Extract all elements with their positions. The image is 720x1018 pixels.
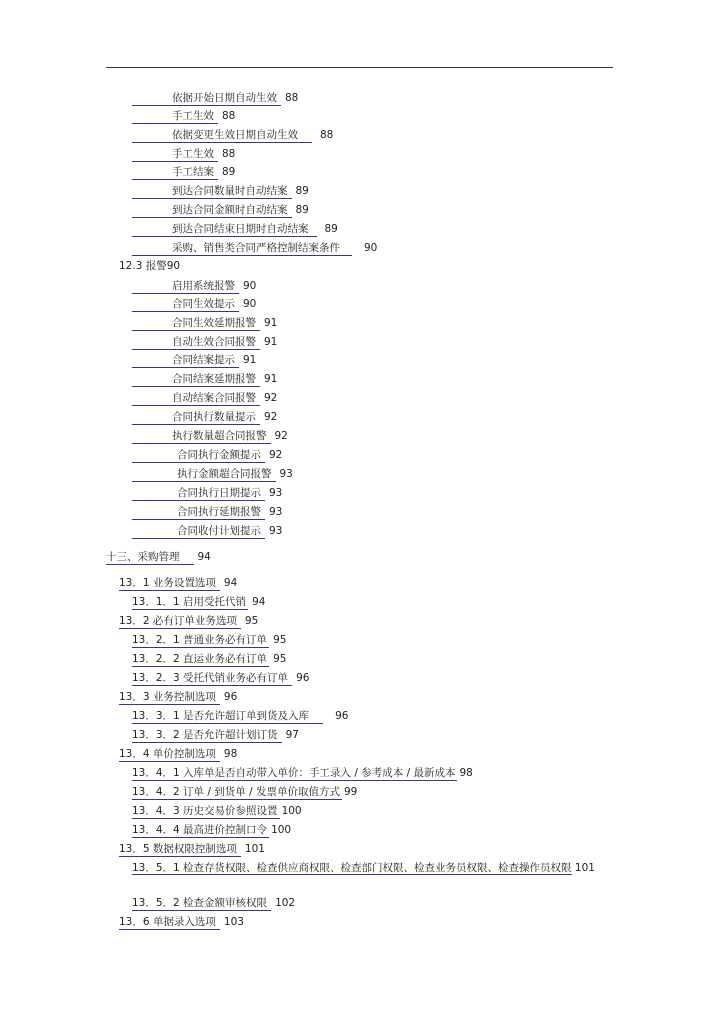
toc-entry-page: 93 [279, 468, 293, 480]
toc-entry-title: 合同执行延期报警 [132, 506, 265, 520]
toc-entry-page: 94 [197, 551, 211, 563]
toc-entry-title: 执行金额超合同报警 [132, 468, 276, 482]
toc-entry-page: 89 [295, 204, 309, 216]
toc-entry[interactable] [132, 506, 282, 519]
toc-entry-page: 88 [222, 148, 236, 160]
toc-entry[interactable] [132, 634, 286, 647]
toc-entry[interactable] [132, 129, 333, 142]
toc-entry-page: 88 [222, 110, 236, 122]
toc-entry[interactable] [132, 242, 377, 255]
toc-section[interactable] [119, 843, 265, 856]
toc-entry-page: 89 [295, 185, 309, 197]
toc-section[interactable] [119, 916, 244, 929]
toc-entry-title: 合同收付计划提示 [132, 525, 265, 539]
toc-entry-page: 90 [166, 260, 181, 272]
toc-entry-page: 96 [296, 672, 310, 684]
toc-entry-title: 13．4．3 历史交易价参照设置 [132, 805, 278, 817]
toc-section[interactable] [119, 260, 180, 273]
toc-entry[interactable] [132, 280, 256, 293]
toc-entry[interactable] [132, 204, 309, 217]
toc-entry-title: 自动结案合同报警 [132, 392, 260, 406]
toc-entry[interactable] [132, 449, 282, 462]
toc-entry-page: 100 [271, 824, 292, 836]
toc-entry-title: 自动生效合同报警 [132, 336, 260, 350]
toc-entry-title: 手工生效 [132, 110, 218, 124]
toc-entry-title: 合同执行数量提示 [132, 411, 260, 425]
toc-entry-title: 合同结案延期报警 [132, 373, 260, 387]
toc-entry[interactable] [132, 729, 299, 742]
toc-entry[interactable] [132, 148, 235, 161]
toc-entry-page: 101 [244, 843, 265, 855]
toc-entry-title: 合同执行金额提示 [132, 449, 265, 463]
toc-entry-page: 90 [243, 280, 257, 292]
toc-entry-page: 89 [324, 223, 338, 235]
toc-entry-title: 13．4．2 订单 / 到货单 / 发票单价取值方式 [132, 786, 340, 798]
toc-entry[interactable] [132, 786, 357, 799]
toc-entry-page: 95 [273, 653, 287, 665]
toc-entry-page: 93 [269, 525, 283, 537]
toc-entry-title: 到达合同金额时自动结案 [132, 204, 292, 218]
toc-entry-page: 95 [273, 634, 287, 646]
toc-entry-title: 合同生效提示 [132, 298, 239, 312]
toc-entry-page: 101 [574, 862, 595, 874]
toc-entry-page: 98 [459, 767, 473, 779]
toc-entry-title: 手工结案 [132, 166, 218, 180]
toc-entry-title: 到达合同结束日期时自动结案 [132, 223, 317, 237]
toc-entry-title: 手工生效 [132, 148, 218, 162]
toc-entry-title: 13．1 业务设置选项 [119, 577, 220, 591]
toc-entry-page: 103 [223, 916, 244, 928]
toc-entry-page: 100 [281, 805, 302, 817]
toc-entry-title: 合同执行日期提示 [132, 487, 265, 501]
toc-entry-title: 13．3 业务控制选项 [119, 691, 220, 705]
toc-entry[interactable] [132, 596, 265, 609]
toc-entry[interactable] [132, 487, 282, 500]
toc-entry[interactable] [132, 92, 298, 105]
toc-entry-title: 合同生效延期报警 [132, 317, 260, 331]
toc-entry-page: 94 [252, 596, 266, 608]
toc-entry-page: 92 [264, 392, 278, 404]
toc-entry[interactable] [132, 468, 293, 481]
toc-entry-page: 96 [223, 691, 238, 703]
toc-entry-title: 13．5．1 检查存货权限、检查供应商权限、检查部门权限、检查业务员权限、检查操作员权限 [132, 862, 572, 874]
toc-entry-title: 13．3．1 是否允许超订单到货及入库 [132, 710, 323, 724]
toc-entry-title: 合同结案提示 [132, 354, 239, 368]
toc-entry[interactable] [132, 373, 277, 386]
toc-entry-page: 94 [223, 577, 238, 589]
toc-entry-title: 13．2．3 受托代销业务必有订单 [132, 672, 292, 686]
toc-section[interactable] [119, 615, 258, 628]
toc-entry-page: 91 [264, 317, 278, 329]
toc-entry-page: 98 [223, 748, 238, 760]
toc-entry[interactable] [132, 298, 256, 311]
header-rule [106, 67, 613, 68]
toc-entry-page: 91 [264, 373, 278, 385]
toc-entry[interactable] [132, 392, 277, 405]
toc-entry-title: 13．6 单据录入选项 [119, 916, 220, 930]
toc-entry-title: 13．5．2 检查金额审核权限 [132, 897, 271, 911]
toc-section[interactable] [119, 748, 237, 761]
toc-entry-page: 96 [335, 710, 349, 722]
toc-entry-title: 到达合同数量时自动结案 [132, 185, 292, 199]
toc-entry-wrapped[interactable] [132, 860, 612, 877]
toc-entry-page: 88 [320, 129, 334, 141]
toc-entry-title: 执行数量超合同报警 [132, 430, 271, 444]
toc-entry-title: 13．1．1 启用受托代销 [132, 596, 247, 608]
toc-entry-title: 依据变更生效日期自动生效 [132, 129, 312, 143]
toc-entry[interactable] [132, 430, 288, 443]
toc-entry-page: 91 [243, 354, 257, 366]
toc-entry-page: 92 [264, 411, 278, 423]
toc-entry-page: 89 [222, 166, 236, 178]
toc-entry-title: 13．4 单价控制选项 [119, 748, 220, 762]
toc-entry[interactable] [132, 411, 277, 424]
toc-entry[interactable] [132, 223, 338, 236]
toc-entry[interactable] [132, 166, 235, 179]
toc-entry-page: 90 [243, 298, 257, 310]
toc-entry-title: 13．2 必有订单业务选项 [119, 615, 241, 629]
toc-entry-title: 13．2．2 直运业务必有订单 [132, 653, 268, 665]
toc-entry-page: 102 [275, 897, 296, 909]
toc-entry-page: 99 [344, 786, 358, 798]
toc-entry[interactable] [132, 897, 295, 910]
toc-entry-title: 13．3．2 是否允许超计划订货 [132, 729, 282, 743]
toc-entry[interactable] [132, 317, 277, 330]
toc-entry-title: 13．2．1 普通业务必有订单 [132, 634, 268, 646]
toc-entry-page: 91 [264, 336, 278, 348]
toc-entry-page: 95 [244, 615, 259, 627]
toc-entry-title: 13．5 数据权限控制选项 [119, 843, 241, 857]
toc-section[interactable] [119, 577, 237, 590]
toc-entry[interactable] [132, 185, 309, 198]
toc-entry[interactable] [132, 653, 286, 666]
toc-entry[interactable] [132, 710, 348, 723]
toc-entry-title: 采购、销售类合同严格控制结案条件 [132, 242, 352, 256]
toc-entry[interactable] [132, 354, 256, 367]
toc-entry-title: 十三、采购管理 [106, 551, 194, 565]
toc-chapter[interactable] [106, 551, 211, 564]
toc-entry[interactable] [132, 525, 282, 538]
toc-section[interactable] [119, 691, 237, 704]
toc-entry-page: 88 [285, 92, 299, 104]
toc-entry[interactable] [132, 767, 473, 780]
toc-entry-page: 92 [269, 449, 283, 461]
toc-entry-page: 90 [364, 242, 378, 254]
toc-entry[interactable] [132, 805, 302, 818]
toc-entry-title: 12.3 报警 [119, 260, 167, 272]
toc-entry[interactable] [132, 110, 235, 123]
toc-entry-title: 13．4．1 入库单是否自动带入单价：手工录入 / 参考成本 / 最新成本 [132, 767, 456, 779]
toc-entry-page: 92 [274, 430, 288, 442]
toc-entry-title: 依据开始日期自动生效 [132, 92, 281, 106]
toc-entry-title: 启用系统报警 [132, 280, 239, 294]
toc-entry-page: 97 [285, 729, 299, 741]
toc-entry[interactable] [132, 672, 309, 685]
toc-entry-page: 93 [269, 506, 283, 518]
toc-entry-page: 93 [269, 487, 283, 499]
toc-entry-title: 13．4．4 最高进价控制口令 [132, 824, 268, 836]
toc-entry[interactable] [132, 824, 291, 837]
toc-entry[interactable] [132, 336, 277, 349]
